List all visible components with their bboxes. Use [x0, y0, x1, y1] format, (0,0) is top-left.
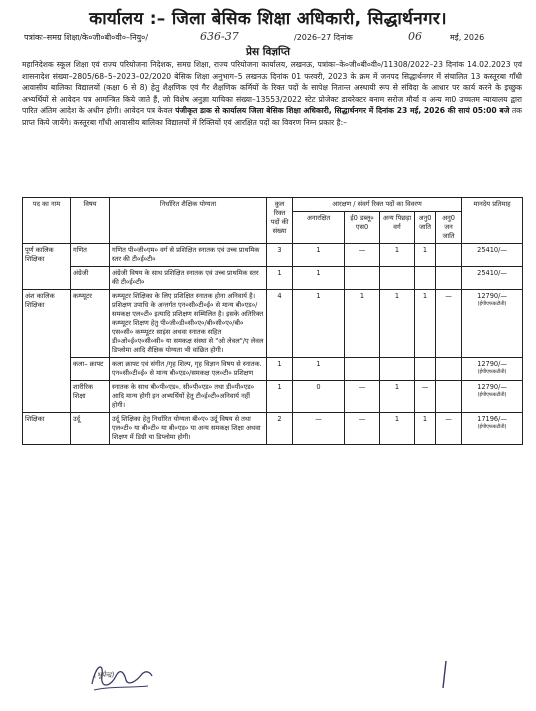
- header-honorarium: मानदेय प्रतिमाह: [462, 198, 523, 244]
- notice-deadline-bold: पंजीकृत डाक से कार्यालय जिला बेसिक शिक्षा अधिकारी, सिद्धार्थनगर में दिनांक 23 मई, 2026 की सायं 05:00 बजे: [175, 106, 510, 116]
- total-cell: 1: [267, 358, 293, 381]
- subject-cell: गणित: [71, 244, 110, 267]
- honorarium-note: (ईपीएफकटौती): [477, 424, 507, 430]
- honorarium-value: 12790/—: [477, 383, 507, 391]
- reference-line: [24, 30, 524, 46]
- st-cell: [436, 244, 462, 267]
- honorarium-cell: [462, 381, 523, 413]
- office-title: कार्यालय :– जिला बेसिक शिक्षा अधिकारी, सिद्धार्थनगर।: [89, 9, 447, 29]
- obc-cell: 1: [380, 290, 415, 358]
- total-cell: 2: [267, 413, 293, 445]
- honorarium-value: 17196/—: [477, 415, 507, 423]
- honorarium-value: 25410/—: [477, 269, 507, 277]
- post-name: पूर्ण कालिक शिक्षिका: [23, 244, 71, 290]
- header-ews: ई0 डब्लू० एस0: [345, 212, 380, 244]
- subject-cell: कम्प्यूटर: [71, 290, 110, 358]
- reference-number: पत्रांकः–समग्र शिक्षा/के०जी०बी०वी०–नियु०/: [24, 33, 149, 42]
- st-cell: [436, 267, 462, 290]
- table-row: [23, 290, 523, 358]
- honorarium-note: (ईपीएफकटौती): [477, 369, 507, 375]
- table-row: [23, 267, 523, 290]
- header-st: अनु0 जन जाति: [436, 212, 462, 244]
- subject-cell: कला– क्राफ्ट: [71, 358, 110, 381]
- handwritten-number: 636-37: [200, 30, 239, 43]
- post-name: शिक्षिका: [23, 413, 71, 445]
- sc-cell: 1: [415, 413, 436, 445]
- table-header-row: [23, 198, 523, 212]
- sc-cell: [415, 358, 436, 381]
- vacancy-table: [22, 197, 523, 445]
- honorarium-value: 25410/—: [477, 246, 507, 254]
- qualification-cell: कम्प्यूटर शिक्षिका के लिए प्रशिक्षित स्नातक होना अनिवार्य है। प्रशिक्षण उपाधि के अन्तर्गत एन०सी०टी०ई० से मान्य बी०एड०/समकक्ष एल०टी० इत्यादि प्रशिक्षण सम्मिलित है। इसके अतिरिक्त कम्प्यूटर शिक्षण हेतु पी०जी०डी०सी०ए०/बी०सी०ए०/बी० एस०सी० कम्प्यूटर साइंस अथवा स्नातक सहित डी०ओ०ई०ए०सी०सी० या समकक्ष संस्था से "ओ लेवल"/ए लेवल डिप्लोमा आदि शैक्षिक योग्यता भी वांछित होगी।: [110, 290, 267, 358]
- st-cell: [436, 381, 462, 413]
- header-subject: विषय: [71, 198, 110, 244]
- press-release-heading: प्रेस विज्ञप्ति: [246, 46, 290, 58]
- honorarium-cell: [462, 290, 523, 358]
- honorarium-cell: [462, 358, 523, 381]
- post-name: अंश कालिक शिक्षिका: [23, 290, 71, 413]
- total-cell: 1: [267, 381, 293, 413]
- unreserved-cell: 1: [293, 290, 345, 358]
- reference-year: /2026–27 दिनांक: [294, 33, 353, 42]
- honorarium-cell: [462, 413, 523, 445]
- qualification-cell: गणित पी०जी०एम० वर्ग से प्रशिक्षित स्नातक एवं उच्च प्राथमिक स्तर की टी०ई०टी०: [110, 244, 267, 267]
- header-total: कुल रिक्त पदों की संख्या: [267, 198, 293, 244]
- obc-cell: 1: [380, 381, 415, 413]
- honorarium-note: (ईपीएफकटौती): [477, 392, 507, 398]
- table-row: [23, 244, 523, 267]
- qualification-cell: कला क्राफ्ट एवं संगीत /गृह शिल्प, गृह विज्ञान विषय से स्नातक. एन०सी०टी०ई० से मान्य बी०एड०/समकक्ष एल०टी० प्रशिक्षण: [110, 358, 267, 381]
- unreserved-cell: 1: [293, 358, 345, 381]
- notice-text-part2: तक प्राप्त किये जायेंगे। कस्तूरबा गाँधी आवासीय बालिका विद्यालयों में रिक्तियों एवं आरक्षित पदों का विवरण निम्न प्रकार है:–: [22, 106, 522, 127]
- table-row: [23, 358, 523, 381]
- notice-text-part1: महानिदेशक स्कूल शिक्षा एवं राज्य परियोजना निदेशक, समग्र शिक्षा, राज्य परियोजना कार्यालय, लखनऊ, पत्रांकः–के०जी०बी०वी०/11308/2022–23 दिनांक 14.02.2023 एवं शासनादेश संख्या–2805/68–5–2023–02/2020 बेसिक शिक्षा अनुभाग–5 लखनऊ दिनांक 01 फरवरी, 2023 के क्रम में जनपद सिद्धार्थनगर में संचालित 13 कस्तूरबा गाँधी आवासीय बालिका विद्यालयों (कक्षा 6 से 8) हेतु शैक्षणिक एवं गैर शैक्षणिक कर्मियों के रिक्त पदों के सापेक्ष नितान्त अस्थायी रूप से संविदा के आधार पर कार्य करने के इच्छुक अभ्यर्थियों से आवेदन पत्र आमन्त्रित किये जाते हैं, जो विशेष अनुज्ञा याचिका संख्या–13553/2022 स्टेट प्रोजेक्ट डायरेक्टर बनाम सरोज मौर्या व अन्य मा0 उच्चतम न्यायालय द्वारा पारित अंतिम आदेश के अधीन होगी। आवेदन पत्र केवल: [22, 60, 522, 116]
- sc-cell: 1: [415, 244, 436, 267]
- sc-cell: 1: [415, 290, 436, 358]
- subject-cell: शारीरिक शिक्षा: [71, 381, 110, 413]
- ews-cell: —: [345, 244, 380, 267]
- header-post: पद का नाम: [23, 198, 71, 244]
- header-qualification: निर्धारित शैक्षिक योग्यता: [110, 198, 267, 244]
- obc-cell: 1: [380, 244, 415, 267]
- header-sc: अनु0 जाति: [415, 212, 436, 244]
- unreserved-cell: —: [293, 413, 345, 445]
- honorarium-note: (ईपीएफकटौती): [477, 301, 507, 307]
- ews-cell: [345, 358, 380, 381]
- honorarium-value: 12790/—: [477, 292, 507, 300]
- honorarium-cell: [462, 267, 523, 290]
- reference-month-year: मई, 2026: [450, 33, 485, 42]
- total-cell: 3: [267, 244, 293, 267]
- st-cell: —: [436, 413, 462, 445]
- st-cell: —: [436, 290, 462, 358]
- table-row: [23, 413, 523, 445]
- sc-cell: [415, 267, 436, 290]
- subject-cell: अंग्रेजी: [71, 267, 110, 290]
- ews-cell: [345, 267, 380, 290]
- pen-mark-icon: [440, 660, 448, 690]
- obc-cell: [380, 267, 415, 290]
- qualification-cell: उर्दू शिक्षिका हेतु निर्धारित योग्यता बी०ए० उर्दू विषय से तथा एल०टी० या बी०टी० या बी०एड० या अन्य समकक्ष शिक्षा अथवा शिक्षण में डिग्री या डिप्लोमा होगी।: [110, 413, 267, 445]
- obc-cell: 1: [380, 413, 415, 445]
- header-reservation: आरक्षण / संवर्ग रिक्त पदों का विवरण: [293, 198, 462, 212]
- qualification-cell: स्नातक के साथ बी०पी०एड०. सी०पी०एड० तथा डी०पी०एड० आदि मान्य होगी इन अभ्यर्थियों हेतु टी०ई०टी०अनिवार्य नहीं होगी।: [110, 381, 267, 413]
- honorarium-cell: [462, 244, 523, 267]
- unreserved-cell: 1: [293, 267, 345, 290]
- sc-cell: —: [415, 381, 436, 413]
- ews-cell: —: [345, 413, 380, 445]
- total-cell: 1: [267, 267, 293, 290]
- ews-cell: 1: [345, 290, 380, 358]
- header-obc: अन्य पिछड़ा वर्ग: [380, 212, 415, 244]
- unreserved-cell: 0: [293, 381, 345, 413]
- notice-paragraph: [22, 59, 522, 129]
- st-cell: [436, 358, 462, 381]
- unreserved-cell: 1: [293, 244, 345, 267]
- header-unreserved: अनारक्षित: [293, 212, 345, 244]
- total-cell: 4: [267, 290, 293, 358]
- signature-text: (भूपेन्द्र): [94, 671, 115, 679]
- obc-cell: [380, 358, 415, 381]
- subject-cell: उर्दू: [71, 413, 110, 445]
- handwritten-day: 06: [408, 30, 422, 43]
- ews-cell: —: [345, 381, 380, 413]
- honorarium-value: 12790/—: [477, 360, 507, 368]
- table-row: [23, 381, 523, 413]
- qualification-cell: अंग्रेजी विषय के साथ प्रशिक्षित स्नातक एवं उच्च प्राथमिक स्तर की टी०ई०टी०: [110, 267, 267, 290]
